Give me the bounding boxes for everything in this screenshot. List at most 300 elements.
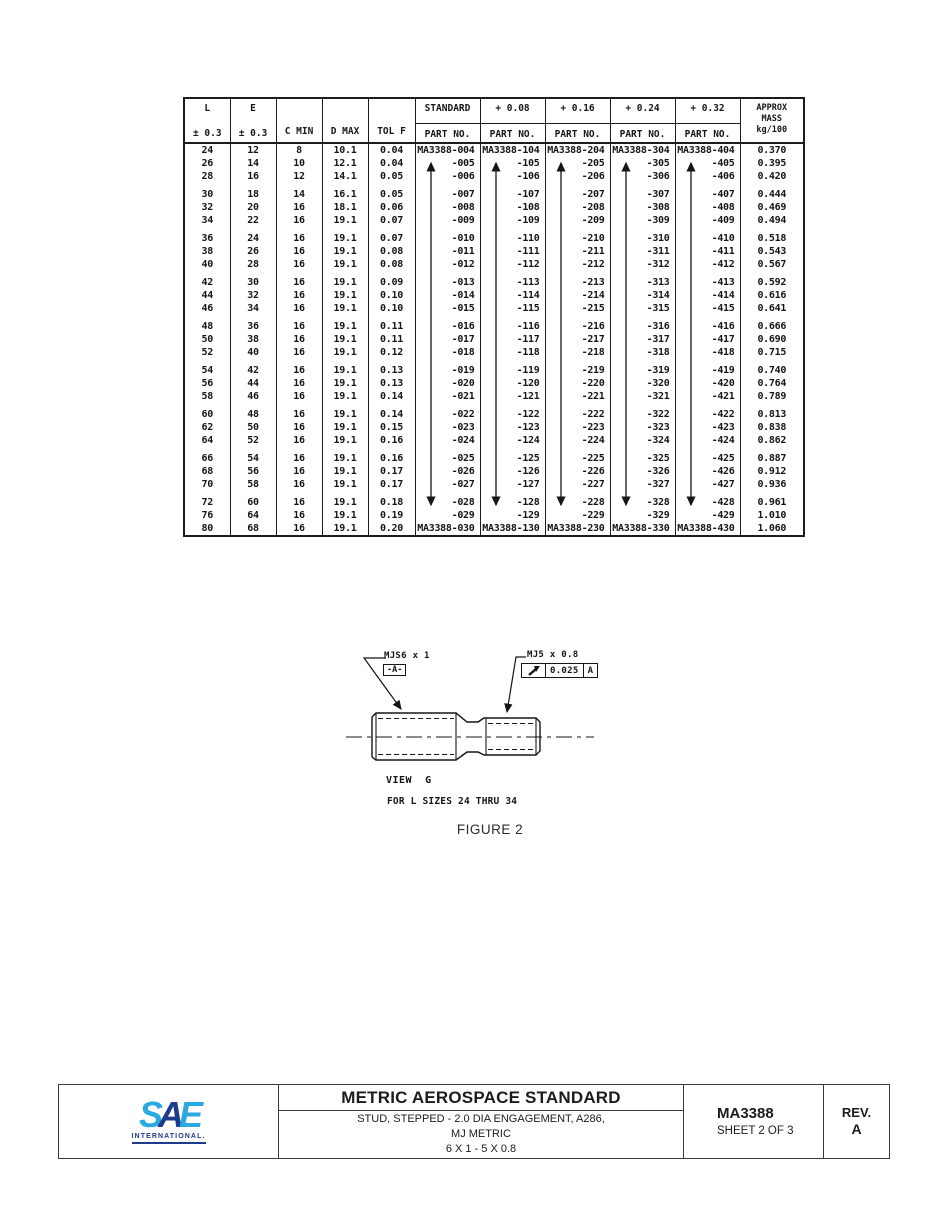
table-cell: 0.04 [368,157,415,170]
table-row [184,302,804,315]
table-cell: -225 [545,452,610,465]
table-cell: -019 [415,364,480,377]
table-cell: 0.543 [740,245,804,258]
table-cell: 16 [276,496,322,509]
table-cell: 0.690 [740,333,804,346]
table-cell: -013 [415,276,480,289]
table-cell: -122 [480,408,545,421]
table-row [184,421,804,434]
table-cell: -218 [545,346,610,359]
table-cell: 16 [276,377,322,390]
column-header: + 0.08 PART NO. [480,98,545,143]
table-row [184,496,804,509]
table-row [184,143,804,157]
table-row [184,188,804,201]
table-cell: 19.1 [322,346,368,359]
table-cell: -105 [480,157,545,170]
table-cell: 66 [184,452,230,465]
table-cell: -318 [610,346,675,359]
table-cell: 44 [230,377,276,390]
table-cell: -123 [480,421,545,434]
table-cell: 54 [184,364,230,377]
logo-letter-e: E [179,1093,199,1135]
table-cell: 28 [230,258,276,271]
table-cell: 16 [276,302,322,315]
table-cell: 0.16 [368,452,415,465]
table-cell: 38 [184,245,230,258]
table-cell: 0.592 [740,276,804,289]
table-cell: -312 [610,258,675,271]
table-cell: -125 [480,452,545,465]
datum-a-box: -A- [383,664,406,676]
size-note: FOR L SIZES 24 THRU 34 [387,796,518,807]
table-cell: 0.370 [740,143,804,157]
table-cell: 16 [276,214,322,227]
table-cell: -010 [415,232,480,245]
table-cell: 70 [184,478,230,491]
table-cell: 0.07 [368,214,415,227]
left-thread-callout: MJS6 x 1 [384,651,430,661]
table-cell: 19.1 [322,258,368,271]
table-row [184,408,804,421]
table-cell: 19.1 [322,289,368,302]
table-cell: -409 [675,214,740,227]
table-cell: 16 [276,346,322,359]
table-cell: -115 [480,302,545,315]
table-cell: -415 [675,302,740,315]
table-cell: -016 [415,320,480,333]
table-cell: 0.08 [368,258,415,271]
table-row [184,245,804,258]
fcf-tolerance: 0.025 [545,664,583,677]
table-cell: -220 [545,377,610,390]
table-cell: MA3388-230 [545,522,610,536]
table-cell: 46 [184,302,230,315]
table-cell: -416 [675,320,740,333]
table-cell: 19.1 [322,214,368,227]
table-cell: 0.13 [368,364,415,377]
table-cell: 1.010 [740,509,804,522]
sheet-number: SHEET 2 OF 3 [717,1125,794,1137]
table-cell: 0.715 [740,346,804,359]
table-cell: -007 [415,188,480,201]
table-row [184,157,804,170]
standard-subtitle [279,1111,683,1158]
table-cell: -223 [545,421,610,434]
table-cell: -129 [480,509,545,522]
table-cell: -407 [675,188,740,201]
column-header: + 0.32 PART NO. [675,98,740,143]
table-cell: 12.1 [322,157,368,170]
sae-logo [131,1093,206,1144]
table-cell: 28 [184,170,230,183]
subtitle-line: MJ METRIC [451,1128,511,1140]
table-cell: 54 [230,452,276,465]
table-cell: -317 [610,333,675,346]
table-cell: -117 [480,333,545,346]
table-cell: 0.16 [368,434,415,447]
table-cell: 32 [184,201,230,214]
table-cell: -026 [415,465,480,478]
table-cell: MA3388-104 [480,143,545,157]
table-cell: -229 [545,509,610,522]
table-cell: -417 [675,333,740,346]
table-cell: -412 [675,258,740,271]
table-cell: MA3388-304 [610,143,675,157]
table-cell: -428 [675,496,740,509]
logo-letter-a: A [158,1093,179,1135]
table-cell: 64 [184,434,230,447]
table-cell: 52 [184,346,230,359]
table-cell: 19.1 [322,302,368,315]
table-cell: 10 [276,157,322,170]
table-cell: 19.1 [322,434,368,447]
table-cell: 30 [184,188,230,201]
table-cell: 40 [230,346,276,359]
table-cell: 0.789 [740,390,804,403]
table-cell: 19.1 [322,364,368,377]
table-cell: -126 [480,465,545,478]
column-header: D MAX [322,98,368,143]
table-cell: -421 [675,390,740,403]
table-cell: 16 [276,452,322,465]
table-cell: -305 [610,157,675,170]
subtitle-line: STUD, STEPPED - 2.0 DIA ENGAGEMENT, A286, [357,1113,605,1125]
table-cell: 0.09 [368,276,415,289]
table-cell: 50 [184,333,230,346]
table-cell: -405 [675,157,740,170]
table-row [184,390,804,403]
table-cell: 18 [230,188,276,201]
table-cell: -308 [610,201,675,214]
table-cell: MA3388-030 [415,522,480,536]
table-cell: 19.1 [322,452,368,465]
table-cell: 16 [276,434,322,447]
table-cell: 16 [276,509,322,522]
table-cell: -411 [675,245,740,258]
subtitle-line: 6 X 1 - 5 X 0.8 [445,1143,517,1155]
table-cell: 36 [230,320,276,333]
table-cell: -009 [415,214,480,227]
table-cell: -425 [675,452,740,465]
table-cell: MA3388-204 [545,143,610,157]
table-cell: -020 [415,377,480,390]
table-cell: MA3388-130 [480,522,545,536]
table-cell: -316 [610,320,675,333]
table-cell: 0.813 [740,408,804,421]
table-cell: 16 [276,320,322,333]
table-cell: 19.1 [322,377,368,390]
table-cell: -325 [610,452,675,465]
table-cell: -124 [480,434,545,447]
table-cell: 24 [230,232,276,245]
view-label: VIEW G [386,775,432,786]
table-cell: -205 [545,157,610,170]
table-cell: -414 [675,289,740,302]
table-cell: -112 [480,258,545,271]
column-header: C MIN [276,98,322,143]
title-cell [279,1085,684,1158]
table-cell: -321 [610,390,675,403]
table-cell: -017 [415,333,480,346]
column-header: + 0.16 PART NO. [545,98,610,143]
table-row [184,201,804,214]
spec-table [183,97,805,537]
table-cell: 16 [276,289,322,302]
table-cell: 16 [276,390,322,403]
table-cell: 0.14 [368,390,415,403]
table-cell: 30 [230,276,276,289]
table-cell: 0.838 [740,421,804,434]
table-cell: -311 [610,245,675,258]
table-cell: 0.05 [368,188,415,201]
table-cell: 0.740 [740,364,804,377]
table-cell: 14.1 [322,170,368,183]
figure-caption: FIGURE 2 [456,822,524,837]
table-cell: 48 [184,320,230,333]
table-cell: 0.08 [368,245,415,258]
table-cell: -114 [480,289,545,302]
table-cell: 42 [230,364,276,377]
table-cell: -023 [415,421,480,434]
table-cell: -209 [545,214,610,227]
table-row [184,478,804,491]
table-cell: -210 [545,232,610,245]
table-row [184,333,804,346]
logo-letter-s: S [138,1093,158,1135]
table-cell: -413 [675,276,740,289]
table-cell: 0.19 [368,509,415,522]
table-cell: 20 [230,201,276,214]
runout-symbol-icon [522,664,545,677]
table-cell: 62 [184,421,230,434]
table-cell: 18.1 [322,201,368,214]
table-cell: -306 [610,170,675,183]
document-number-cell [684,1085,824,1158]
table-cell: 0.11 [368,320,415,333]
table-cell: 26 [184,157,230,170]
table-cell: 0.887 [740,452,804,465]
table-cell: MA3388-404 [675,143,740,157]
column-header: TOL F [368,98,415,143]
table-cell: 0.936 [740,478,804,491]
table-cell: -127 [480,478,545,491]
table-cell: 16.1 [322,188,368,201]
column-header: L ± 0.3 [184,98,230,143]
table-cell: -422 [675,408,740,421]
table-cell: -228 [545,496,610,509]
table-cell: 38 [230,333,276,346]
table-cell: 16 [276,245,322,258]
table-cell: -120 [480,377,545,390]
table-cell: -119 [480,364,545,377]
table-cell: 16 [276,201,322,214]
table-cell: 44 [184,289,230,302]
table-cell: 0.05 [368,170,415,183]
table-cell: 0.13 [368,377,415,390]
table-cell: -116 [480,320,545,333]
table-cell: 0.18 [368,496,415,509]
table-cell: 16 [276,421,322,434]
table-cell: -429 [675,509,740,522]
table-cell: -221 [545,390,610,403]
table-cell: 0.641 [740,302,804,315]
table-cell: -410 [675,232,740,245]
table-cell: 16 [276,276,322,289]
table-cell: -307 [610,188,675,201]
table-cell: -106 [480,170,545,183]
sae-logo-letters [138,1093,199,1135]
table-cell: -213 [545,276,610,289]
table-cell: -326 [610,465,675,478]
table-cell: MA3388-004 [415,143,480,157]
table-cell: 0.961 [740,496,804,509]
table-cell: -006 [415,170,480,183]
table-cell: 46 [230,390,276,403]
revision-cell [824,1085,889,1158]
table-row [184,170,804,183]
table-row [184,276,804,289]
table-cell: -418 [675,346,740,359]
table-cell: -028 [415,496,480,509]
table-cell: 19.1 [322,232,368,245]
table-cell: -216 [545,320,610,333]
table-cell: -211 [545,245,610,258]
table-row [184,434,804,447]
table-cell: -121 [480,390,545,403]
title-block [58,1084,890,1159]
table-cell: 19.1 [322,333,368,346]
table-cell: -208 [545,201,610,214]
table-row [184,465,804,478]
table-cell: 0.469 [740,201,804,214]
table-cell: 72 [184,496,230,509]
table-cell: 19.1 [322,245,368,258]
table-cell: 0.616 [740,289,804,302]
table-cell: 0.567 [740,258,804,271]
table-cell: -107 [480,188,545,201]
table-cell: -014 [415,289,480,302]
table-cell: -005 [415,157,480,170]
table-cell: 0.764 [740,377,804,390]
table-cell: -322 [610,408,675,421]
table-cell: 12 [230,143,276,157]
table-cell: -324 [610,434,675,447]
table-cell: 26 [230,245,276,258]
table-cell: -224 [545,434,610,447]
table-cell: 60 [230,496,276,509]
table-cell: -109 [480,214,545,227]
table-cell: 14 [230,157,276,170]
table-cell: -012 [415,258,480,271]
table-cell: 16 [276,522,322,536]
table-cell: -315 [610,302,675,315]
table-row [184,320,804,333]
table-cell: -222 [545,408,610,421]
column-header: APPROX MASS kg/100 [740,98,804,143]
standard-title: METRIC AEROSPACE STANDARD [279,1085,683,1111]
table-cell: -206 [545,170,610,183]
table-cell: -427 [675,478,740,491]
feature-control-frame [521,663,598,678]
table-cell: 0.06 [368,201,415,214]
table-cell: -022 [415,408,480,421]
table-cell: -423 [675,421,740,434]
column-header: E ± 0.3 [230,98,276,143]
table-cell: -113 [480,276,545,289]
table-cell: -319 [610,364,675,377]
table-cell: 1.060 [740,522,804,536]
table-cell: 8 [276,143,322,157]
table-row [184,232,804,245]
table-cell: 0.444 [740,188,804,201]
table-cell: 19.1 [322,478,368,491]
table-cell: -406 [675,170,740,183]
table-cell: 19.1 [322,421,368,434]
table-cell: -118 [480,346,545,359]
table-cell: -419 [675,364,740,377]
table-cell: 16 [230,170,276,183]
table-cell: -015 [415,302,480,315]
table-cell: 0.17 [368,465,415,478]
table-cell: 0.666 [740,320,804,333]
table-cell: 32 [230,289,276,302]
table-cell: 19.1 [322,465,368,478]
logo-cell [59,1085,279,1158]
table-cell: 80 [184,522,230,536]
table-cell: 40 [184,258,230,271]
table-cell: 16 [276,364,322,377]
table-cell: -025 [415,452,480,465]
table-cell: 19.1 [322,496,368,509]
table-cell: 0.10 [368,302,415,315]
table-cell: -027 [415,478,480,491]
table-cell: -029 [415,509,480,522]
table-cell: 0.395 [740,157,804,170]
table-cell: -011 [415,245,480,258]
table-cell: MA3388-430 [675,522,740,536]
table-cell: -111 [480,245,545,258]
table-cell: -024 [415,434,480,447]
rev-value: A [851,1121,862,1137]
table-cell: 0.15 [368,421,415,434]
table-cell: 52 [230,434,276,447]
table-cell: -323 [610,421,675,434]
table-cell: -108 [480,201,545,214]
table-cell: -329 [610,509,675,522]
table-cell: 16 [276,333,322,346]
table-cell: -226 [545,465,610,478]
table-cell: MA3388-330 [610,522,675,536]
table-cell: 16 [276,232,322,245]
right-thread-callout: MJ5 x 0.8 [527,650,579,660]
table-cell: 0.11 [368,333,415,346]
table-cell: 34 [230,302,276,315]
table-cell: -110 [480,232,545,245]
table-cell: 19.1 [322,276,368,289]
rev-label: REV. [841,1105,872,1120]
table-cell: -420 [675,377,740,390]
table-cell: 0.12 [368,346,415,359]
table-cell: 0.862 [740,434,804,447]
table-cell: -320 [610,377,675,390]
table-cell: -309 [610,214,675,227]
table-cell: 34 [184,214,230,227]
table-cell: -408 [675,201,740,214]
table-cell: 19.1 [322,522,368,536]
table-cell: 60 [184,408,230,421]
table-cell: -207 [545,188,610,201]
